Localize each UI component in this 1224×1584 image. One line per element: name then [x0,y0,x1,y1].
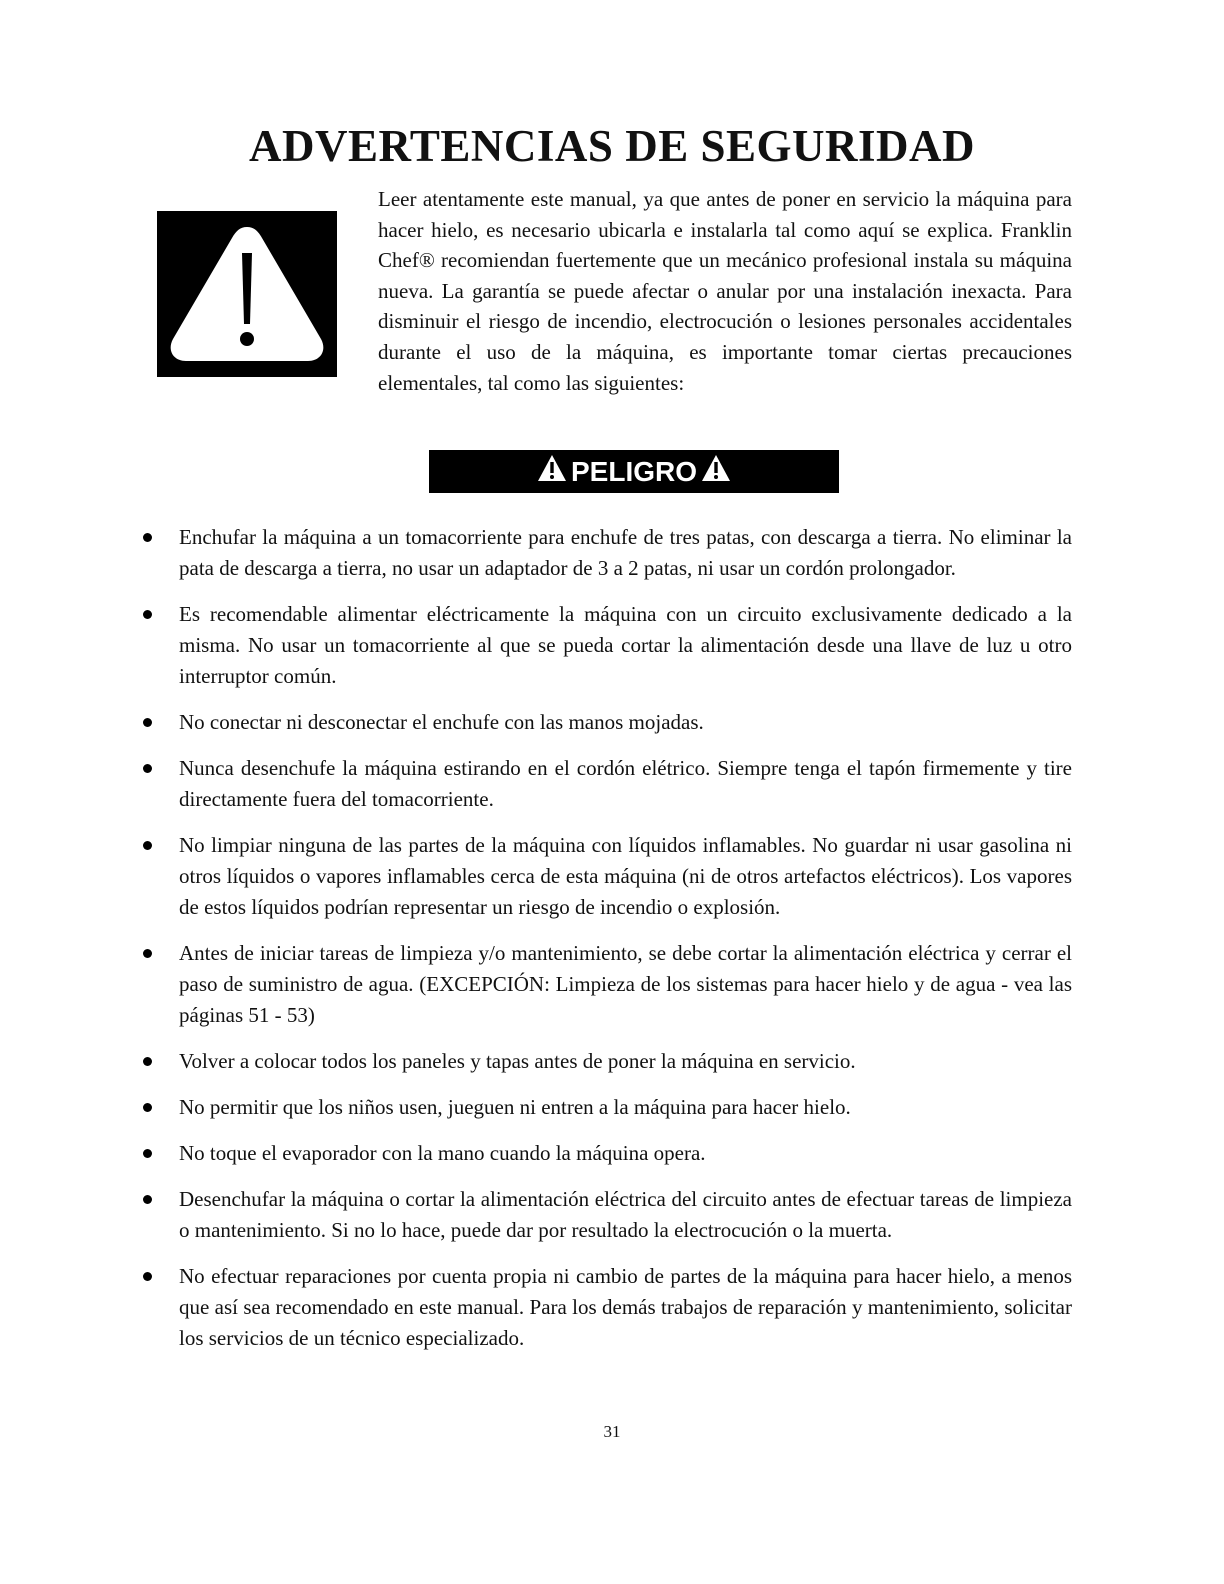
list-item [140,753,1072,815]
bullet-icon [143,949,152,958]
bullet-icon [143,1195,152,1204]
intro-paragraph: Leer atentamente este manual, ya que antes de poner en servicio la máquina para hacer hielo, es necesario ubicarla e instalarla tal como aquí se explica. Franklin Chef® recomiendan fuertemente que un mecánico profesional instala su máquina nueva. La garantía se puede afectar o anular por una instalación inexacta. Para disminuir el riesgo de incendio, electrocución o lesiones personales accidentales durante el uso de la máquina, es importante tomar ciertas precauciones elementales, tal como las siguientes: [378,187,1072,395]
page-title: ADVERTENCIAS DE SEGURIDAD [248,121,976,171]
danger-banner [429,450,839,493]
list-item [140,522,1072,584]
list-item-text: No conectar ni desconectar el enchufe con las manos mojadas. [179,710,704,734]
page-number: 31 [603,1422,621,1441]
bullet-icon [143,841,152,850]
list-item-text: Nunca desenchufe la máquina estirando en el cordón elétrico. Siempre tenga el tapón firmemente y tire directamente fuera del tomacorriente. [179,756,1072,811]
list-item-text: No toque el evaporador con la mano cuando la máquina opera. [179,1141,706,1165]
list-item [140,599,1072,692]
list-item-text: No efectuar reparaciones por cuenta propia ni cambio de partes de la máquina para hacer hielo, a menos que así sea recomendado en este manual. Para los demás trabajos de reparación y mantenimiento, solicitar los servicios de un técnico especializado. [179,1264,1072,1350]
list-item-text: No limpiar ninguna de las partes de la máquina con líquidos inflamables. No guardar ni usar gasolina ni otros líquidos o vapores inflamables cerca de esta máquina (ni de otros artefactos eléctricos). Los vapores de estos líquidos podrían representar un riesgo de incendio o explosión. [179,833,1072,919]
warning-triangle-icon [701,454,731,489]
list-item [140,1261,1072,1354]
bullet-icon [143,533,152,542]
safety-list [140,522,1072,1369]
exclamation-triangle-icon [157,211,337,377]
list-item-text: Enchufar la máquina a un tomacorriente para enchufe de tres patas, con descarga a tierra. No eliminar la pata de descarga a tierra, no usar un adaptador de 3 a 2 patas, ni usar un cordón prolongador. [179,525,1072,580]
list-item [140,1184,1072,1246]
list-item [140,1092,1072,1123]
list-item [140,1138,1072,1169]
list-item [140,707,1072,738]
list-item-text: Desenchufar la máquina o cortar la alimentación eléctrica del circuito antes de efectuar tareas de limpieza o mantenimiento. Si no lo hace, puede dar por resultado la electrocución o la muerta. [179,1187,1072,1242]
danger-label: PELIGRO [570,455,697,487]
list-item [140,1046,1072,1077]
bullet-icon [143,1057,152,1066]
bullet-icon [143,610,152,619]
bullet-icon [143,718,152,727]
list-item [140,830,1072,923]
bullet-icon [143,764,152,773]
bullet-icon [143,1103,152,1112]
bullet-icon [143,1272,152,1281]
list-item-text: Volver a colocar todos los paneles y tapas antes de poner la máquina en servicio. [179,1049,856,1073]
list-item-text: No permitir que los niños usen, jueguen ni entren a la máquina para hacer hielo. [179,1095,851,1119]
bullet-icon [143,1149,152,1158]
list-item-text: Antes de iniciar tareas de limpieza y/o mantenimiento, se debe cortar la alimentación eléctrica y cerrar el paso de suministro de agua. (EXCEPCIÓN: Limpieza de los sistemas para hacer hielo y de agua - vea las páginas 51 - 53) [179,941,1072,1027]
warning-icon-box [157,211,337,377]
warning-triangle-icon [537,454,567,489]
list-item [140,938,1072,1031]
list-item-text: Es recomendable alimentar eléctricamente la máquina con un circuito exclusivamente dedicado a la misma. No usar un tomacorriente al que se pueda cortar la alimentación desde una llave de luz u otro interruptor común. [179,602,1072,688]
